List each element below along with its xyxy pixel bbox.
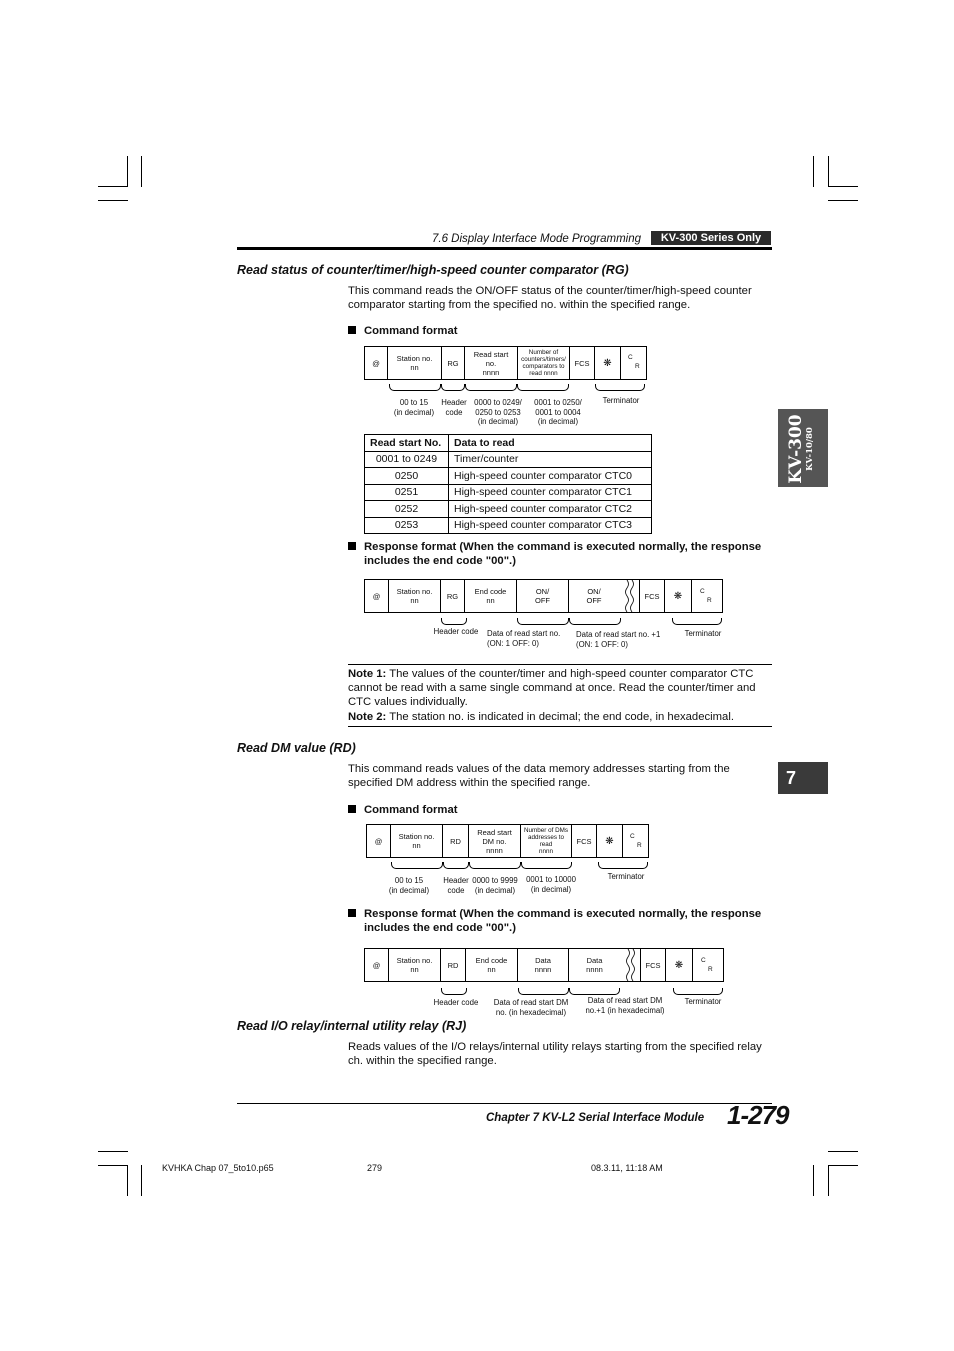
side-tab-title: KV-300 [786, 414, 806, 484]
header-code-label: Header code [433, 998, 479, 1007]
brace [672, 618, 722, 625]
at-field: @ [365, 580, 389, 612]
break-wave [619, 580, 639, 612]
cr-r: R [637, 842, 642, 849]
station-field: Station no. nn [391, 825, 443, 857]
terminator-label: Terminator [607, 872, 645, 881]
station-field: Station no. nn [389, 580, 441, 612]
crop-mark [828, 1165, 829, 1196]
station-field: Station no. nn [389, 949, 441, 981]
table-cell: 0251 [365, 484, 449, 501]
terminator-asterisk: ❋ [597, 825, 623, 857]
brace [441, 988, 467, 995]
at-field: @ [365, 949, 389, 981]
bullet-square [348, 542, 356, 550]
brace [469, 862, 521, 869]
terminator-label: Terminator [684, 629, 722, 638]
crop-mark [141, 156, 142, 187]
rd-section-title: Read DM value (RD) [237, 741, 356, 755]
table-cell: High-speed counter comparator CTC0 [449, 468, 652, 485]
data-next-label: Data of read start DM no.+1 (in hexadecimal) [585, 996, 665, 1015]
rg-section-title: Read status of counter/timer/high-speed counter comparator (RG) [237, 263, 629, 277]
table-cell: High-speed counter comparator CTC1 [449, 484, 652, 501]
slug-filename: KVHKA Chap 07_5to10.p65 [162, 1163, 274, 1173]
break-wave [620, 949, 640, 981]
cr-r: R [707, 597, 712, 604]
side-tab-subtitle: KV-10/80 [805, 427, 815, 471]
series-badge: KV-300 Series Only [651, 231, 771, 245]
cr-r: R [635, 363, 640, 370]
heading-text: Command format [364, 325, 458, 337]
table-row [365, 468, 652, 485]
data-next-label: Data of read start no. +1 (ON: 1 OFF: 0) [576, 630, 661, 649]
rg-command-format-heading [348, 324, 764, 338]
data-field: Data nnnn [586, 956, 603, 974]
fcs-field: FCS [639, 580, 665, 612]
data-field: ON/ OFF [517, 580, 569, 612]
note-label: Note 2: [348, 711, 387, 723]
crop-mark [127, 1165, 128, 1196]
note-rule-top [348, 664, 772, 665]
terminator-cr [692, 580, 718, 612]
product-side-tab [778, 409, 828, 487]
header-code-label: Header code [441, 398, 467, 417]
start-range-label: 0000 to 0249/ 0250 to 0253 (in decimal) [474, 398, 522, 426]
data-field: ON/ OFF [586, 587, 602, 605]
brace [389, 384, 441, 391]
header-code-field: RD [441, 949, 466, 981]
running-header: 7.6 Display Interface Mode Programming [432, 233, 642, 245]
header-code-label: Header code [433, 627, 479, 636]
rg-response-diagram [364, 579, 723, 613]
table-row [365, 501, 652, 518]
terminator-cr [621, 347, 645, 379]
cr-c: C [628, 354, 633, 361]
crop-mark [141, 1165, 142, 1196]
bullet-square [348, 909, 356, 917]
table-row [365, 484, 652, 501]
cr-c: C [630, 833, 635, 840]
column-header: Data to read [449, 435, 652, 452]
data-start-label: Data of read start DM no. (in hexadecimal) [493, 998, 569, 1017]
bullet-square [348, 326, 356, 334]
terminator-asterisk: ❋ [595, 347, 621, 379]
start-range-label: 0000 to 9999 (in decimal) [472, 876, 518, 895]
data-start-label: Data of read start no. (ON: 1 OFF: 0) [487, 629, 561, 648]
cr-c: C [700, 588, 705, 595]
wave-symbol [622, 580, 636, 612]
cr-r: R [708, 966, 713, 973]
count-field: Number of DMs addresses to read nnnn [521, 825, 572, 857]
count-field: Number of counters/timers/ comparators to read nnnn [518, 347, 570, 379]
note-rule-bottom [348, 726, 772, 727]
note-1 [348, 667, 772, 709]
heading-text: Response format (When the command is executed normally, the response includes the end code "00".) [364, 541, 762, 567]
rg-command-diagram [364, 346, 647, 380]
read-start-field: Read start DM no. nnnn [469, 825, 521, 857]
crop-mark [98, 186, 128, 187]
end-code-field: End code nn [465, 580, 517, 612]
station-range-label: 00 to 15 (in decimal) [388, 876, 430, 895]
rd-command-format-heading [348, 803, 764, 817]
wave-symbol [623, 949, 637, 981]
fcs-field: FCS [570, 347, 595, 379]
crop-mark [828, 156, 829, 187]
brace [569, 618, 621, 625]
at-field: @ [365, 347, 388, 379]
rg-response-format-heading [348, 540, 764, 568]
table-row [365, 517, 652, 534]
crop-mark [813, 1165, 814, 1196]
header-code-field: RG [442, 347, 465, 379]
end-code-field: End code nn [466, 949, 518, 981]
table-cell: High-speed counter comparator CTC3 [449, 517, 652, 534]
rg-body-text: This command reads the ON/OFF status of the counter/timer/high-speed counter comparator starting from the specified no. within the specified range. [348, 285, 752, 311]
rd-response-diagram [364, 948, 724, 982]
note-text: The station no. is indicated in decimal; the end code, in hexadecimal. [389, 711, 734, 723]
station-range-label: 00 to 15 (in decimal) [393, 398, 435, 417]
count-range-label: 0001 to 0250/ 0001 to 0004 (in decimal) [534, 398, 582, 426]
bullet-square [348, 805, 356, 813]
fcs-field: FCS [572, 825, 597, 857]
brace [441, 618, 467, 625]
rd-response-format-heading [348, 907, 764, 935]
header-code-field: RG [441, 580, 465, 612]
terminator-cr [693, 949, 719, 981]
footer-rule [237, 1103, 772, 1104]
crop-mark [828, 186, 858, 187]
table-cell: 0252 [365, 501, 449, 518]
crop-mark [828, 1165, 858, 1166]
rd-body-text: This command reads values of the data memory addresses starting from the specified DM address within the specified range. [348, 763, 730, 789]
note-2 [348, 710, 772, 724]
page-number: 1-279 [727, 1100, 789, 1130]
rj-section-title: Read I/O relay/internal utility relay (RJ) [237, 1019, 467, 1033]
rj-body-text: Reads values of the I/O relays/internal utility relays starting from the specified relay ch. within the specified range. [348, 1041, 762, 1067]
terminator-asterisk: ❋ [665, 580, 692, 612]
read-start-table [364, 434, 652, 534]
brace [673, 988, 723, 995]
note-label: Note 1: [348, 668, 387, 680]
rd-command-diagram [366, 824, 649, 858]
brace [465, 384, 517, 391]
cr-c: C [701, 957, 706, 964]
station-field: Station no. nn [388, 347, 442, 379]
count-range-label: 0001 to 10000 (in decimal) [526, 875, 576, 894]
brace [441, 384, 465, 391]
brace [443, 862, 469, 869]
terminator-label: Terminator [602, 396, 640, 405]
fcs-field: FCS [640, 949, 666, 981]
data-field: Data nnnn [518, 949, 569, 981]
crop-mark [98, 1151, 128, 1152]
table-cell: 0001 to 0249 [365, 451, 449, 468]
table-cell: 0253 [365, 517, 449, 534]
header-code-label: Header code [443, 876, 469, 895]
slug-date: 08.3.11, 11:18 AM [591, 1163, 663, 1173]
crop-mark [98, 200, 128, 201]
brace [518, 988, 569, 995]
header-rule [237, 247, 772, 250]
brace [595, 384, 645, 391]
table-cell: Timer/counter [449, 451, 652, 468]
read-start-field: Read start no. nnnn [465, 347, 518, 379]
terminator-cr [623, 825, 647, 857]
header-code-field: RD [443, 825, 469, 857]
crop-mark [127, 156, 128, 187]
table-header-row [365, 435, 652, 452]
brace [569, 988, 620, 995]
footer-chapter: Chapter 7 KV-L2 Serial Interface Module [486, 1112, 705, 1124]
crop-mark [813, 156, 814, 187]
column-header: Read start No. [365, 435, 449, 452]
crop-mark [98, 1165, 128, 1166]
note-text: The values of the counter/timer and high-speed counter comparator CTC cannot be read with a same single command at once. Read the counter/timer and CTC values individually. [348, 668, 756, 708]
chapter-tab: 7 [778, 762, 828, 794]
heading-text: Command format [364, 804, 458, 816]
table-row [365, 451, 652, 468]
terminator-label: Terminator [684, 997, 722, 1006]
terminator-asterisk: ❋ [666, 949, 693, 981]
brace [391, 862, 443, 869]
table-cell: 0250 [365, 468, 449, 485]
brace [517, 384, 569, 391]
brace [521, 862, 572, 869]
crop-mark [828, 200, 858, 201]
slug-page: 279 [367, 1163, 383, 1173]
heading-text: Response format (When the command is executed normally, the response includes the end code "00".) [364, 908, 762, 934]
crop-mark [828, 1151, 858, 1152]
at-field: @ [367, 825, 391, 857]
brace [598, 862, 648, 869]
table-cell: High-speed counter comparator CTC2 [449, 501, 652, 518]
brace [517, 618, 569, 625]
